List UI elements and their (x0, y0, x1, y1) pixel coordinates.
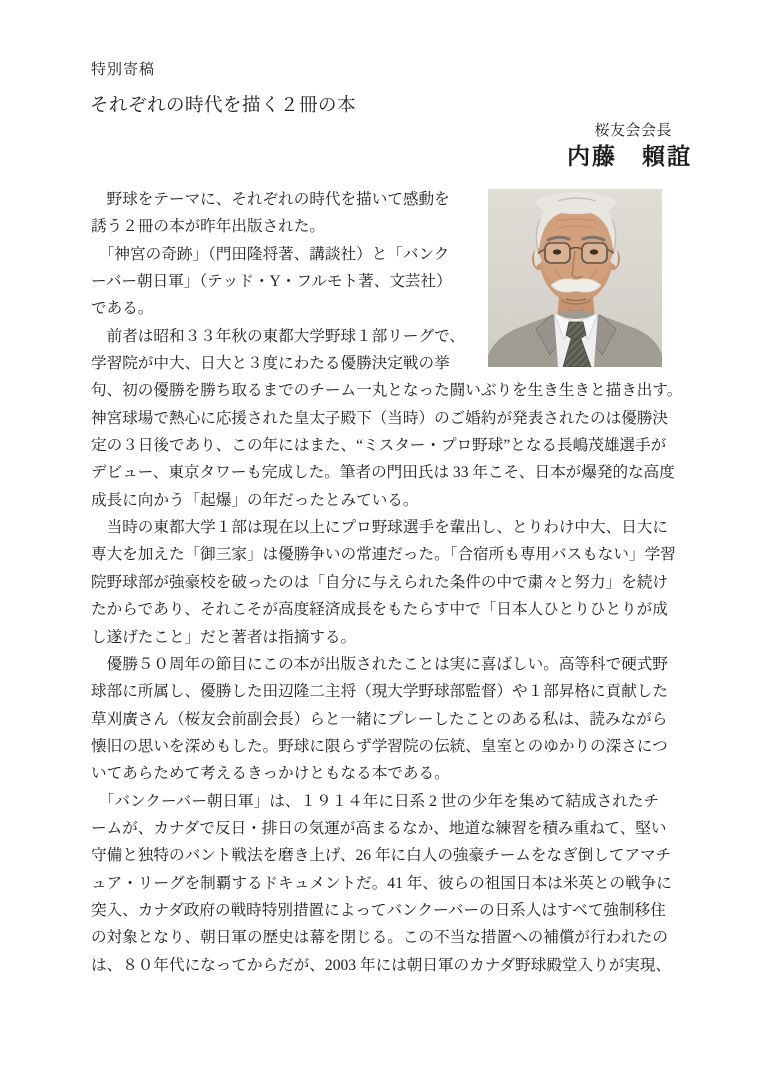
body-text-line: ュア・リーグを制覇するドキュメントだ。41 年、彼らの祖国日本は米英との戦争に (91, 874, 672, 892)
body-text-line: ーバー朝日軍」（テッド・Y・フルモト著、文芸社） (91, 273, 452, 291)
body-text-line: 定の３日後であり、この年にはまた、“ミスター・プロ野球”となる長嶋茂雄選手が (91, 437, 667, 455)
kicker-label: 特別寄稿 (91, 62, 156, 78)
body-text-line: 「バンクーバー朝日軍」は、１９１４年に日系 2 世の少年を集めて結成されたチ (91, 792, 660, 810)
body-text-line: の対象となり、朝日軍の歴史は幕を閉じる。この不当な措置への補償が行われたの (91, 929, 668, 947)
body-text-line: 成長に向かう「起爆」の年だったとみている。 (91, 491, 419, 509)
body-text-line: 野球をテーマに、それぞれの時代を描いて感動を (91, 191, 450, 208)
article-body (91, 186, 683, 979)
body-text-line: デビュー、東京タワーも完成した。筆者の門田氏は 33 年こそ、日本が爆発的な高度 (91, 464, 675, 482)
body-text-line: たからであり、それこそが高度経済成長をもたらす中で「日本人ひとりひとりが成 (91, 601, 668, 619)
body-text-line: し遂げたこと」だと著者は指摘する。 (91, 628, 357, 646)
page-title: それぞれの時代を描く２冊の本 (90, 96, 357, 116)
body-text-line: 誘う２冊の本が昨年出版された。 (91, 218, 325, 236)
portrait-photo-illustration (488, 189, 662, 367)
body-text-line: 突入、カナダ政府の戦時特別措置によってバンクーバーの日系人はすべて強制移住 (91, 901, 666, 919)
body-text-line: 優勝５０周年の節目にこの本が出版されたことは実に喜ばしい。高等科で硬式野 (91, 655, 668, 673)
body-text-line: 句、初の優勝を勝ち取るまでのチーム一丸となった闘いぶりを生き生きと描き出す。 (91, 382, 683, 400)
body-text-line: 守備と独特のバント戦法を磨き上げ、26 年に白人の強豪チームをなぎ倒してアマチ (91, 847, 672, 865)
author-name: 内藤 賴誼 (567, 144, 692, 169)
body-text-line: 院野球部が強豪校を破ったのは「自分に与えられた条件の中で粛々と努力」を続け (91, 573, 668, 591)
body-text-line: は、８０年代になってからだが、2003 年には朝日軍のカナダ野球殿堂入りが実現、 (91, 956, 672, 974)
body-text-line: 前者は昭和３３年秋の東都大学野球１部リーグで、 (91, 327, 465, 345)
body-text-line: 草刈廣さん（桜友会前副会長）らと一緒にプレーしたことのある私は、読みながら (91, 710, 668, 728)
body-text-line: である。 (91, 300, 154, 318)
body-text-line: 学習院が中大、日大と３度にわたる優勝決定戦の挙 (91, 355, 450, 373)
portrait-photo (488, 189, 662, 367)
body-text-line: いてあらためて考えるきっかけともなる本である。 (91, 765, 450, 783)
body-text-line: ームが、カナダで反日・排日の気運が高まるなか、地道な練習を積み重ねて、堅い (91, 819, 667, 837)
body-text-line: 懐旧の思いを深めもした。野球に限らず学習院の伝統、皇室とのゆかりの深さにつ (91, 737, 668, 755)
body-text-line: 当時の東都大学１部は現在以上にプロ野球選手を輩出し、とりわけ中大、日大に (91, 519, 668, 537)
body-text-line: 球部に所属し、優勝した田辺隆二主将（現大学野球部監督）や１部昇格に貢献した (91, 683, 668, 701)
body-text-line: 専大を加えた「御三家」は優勝争いの常連だった。「合宿所も専用バスもない」学習 (91, 546, 676, 564)
author-role: 桜友会会長 (594, 123, 672, 139)
body-text-line: 神宮球場で熱心に応援された皇太子殿下（当時）のご婚約が発表されたのは優勝決 (91, 409, 668, 427)
body-text-line: 「神宮の奇跡」（門田隆将著、講談社）と「バンク (91, 245, 450, 263)
